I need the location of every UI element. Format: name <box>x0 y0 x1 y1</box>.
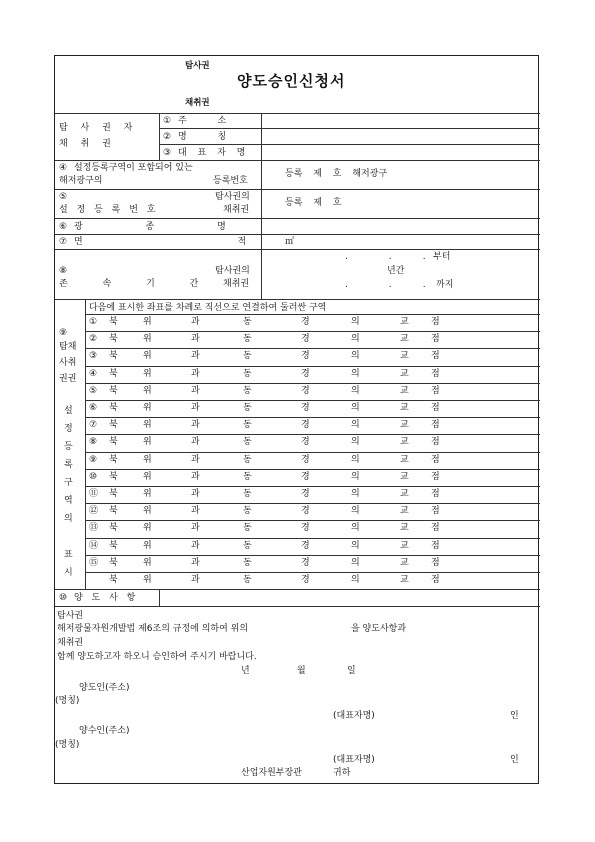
coordinate-row-word: 과 <box>191 558 200 568</box>
row-label: 설정등록구역이 포함되어 있는 <box>73 163 193 173</box>
coordinate-row-word: 의 <box>351 575 360 585</box>
coordinate-row-word: 교 <box>400 386 409 396</box>
coordinate-row-word: 북 <box>109 455 118 465</box>
row5-label-line2b: 채취권 <box>223 205 250 215</box>
side-vertical-char: 록 <box>64 460 73 470</box>
coordinate-row-word: 점 <box>431 558 440 568</box>
statement-line1a: 해저광물자원개발법 제6조의 규정에 의하여 위의 <box>57 624 249 634</box>
coordinate-row-word: 의 <box>351 437 360 447</box>
row8-from: 부터 <box>433 252 451 262</box>
side-vertical-char: 시 <box>64 568 73 578</box>
statement-line1b: 을 양도사항과 <box>351 624 407 634</box>
coordinate-row-word: 의 <box>351 420 360 430</box>
statement-kind-bottom: 채취권 <box>57 638 84 648</box>
field-label: 대 표 자 명 <box>177 148 250 158</box>
transferor-rep: (대표자명) <box>333 711 375 721</box>
row9-instruction: 다음에 표시한 좌표를 차례로 직선으로 연결하여 둘러싼 구역 <box>89 303 327 313</box>
coordinate-row-word: 과 <box>191 472 200 482</box>
coordinate-row-word: 경 <box>301 351 310 361</box>
coordinate-row-no: ⑫ <box>89 506 99 516</box>
coordinate-row-word: 의 <box>351 334 360 344</box>
row8-from-dots: . . . <box>345 252 428 262</box>
coordinate-row-no: ⑤ <box>89 386 98 396</box>
coordinate-row-word: 경 <box>301 317 310 327</box>
row4-value: 등록 제 호 해저광구 <box>285 169 388 179</box>
coordinate-row-word: 교 <box>400 558 409 568</box>
coordinate-row-no: ⑥ <box>89 403 98 413</box>
coordinate-row-word: 교 <box>400 420 409 430</box>
addressee-to: 산업자원부장관 <box>241 768 302 778</box>
coordinate-row-word: 동 <box>243 386 252 396</box>
coordinate-row-word: 의 <box>351 403 360 413</box>
field-label: 명 칭 <box>177 132 241 142</box>
coordinate-row-word: 경 <box>301 386 310 396</box>
coordinate-row-word: 위 <box>143 489 152 499</box>
coordinate-row-word: 동 <box>243 317 252 327</box>
coordinate-row-no: ⑦ <box>89 420 98 430</box>
coordinate-row-word: 북 <box>109 403 118 413</box>
coordinate-row-word: 의 <box>351 369 360 379</box>
coordinate-row-word: 교 <box>400 489 409 499</box>
coordinate-row-word: 과 <box>191 489 200 499</box>
transferor-address: 양도인(주소) <box>79 683 130 693</box>
field-no: ③ <box>163 148 172 158</box>
side-vertical-char: 설 <box>64 406 73 416</box>
applicant-label-top: 탐 사 권 자 <box>59 123 138 133</box>
row-no: ⑥ <box>59 222 68 232</box>
coordinate-row-word: 경 <box>301 334 310 344</box>
field-no: ① <box>163 116 172 126</box>
coordinate-row-word: 교 <box>400 506 409 516</box>
statement-kind-top: 탐사권 <box>57 611 84 621</box>
coordinate-row-word: 교 <box>400 541 409 551</box>
row6 <box>59 222 226 233</box>
coordinate-row-word: 과 <box>191 317 200 327</box>
coordinate-row-word: 교 <box>400 334 409 344</box>
coordinate-row-word: 점 <box>431 489 440 499</box>
transferee-address: 양수인(주소) <box>79 726 130 736</box>
coordinate-row-word: 위 <box>143 506 152 516</box>
coordinate-row-word: 동 <box>243 523 252 533</box>
coordinate-row-word: 과 <box>191 437 200 447</box>
coordinate-row-word: 북 <box>109 369 118 379</box>
coordinate-row-word: 경 <box>301 523 310 533</box>
coordinate-row-no: ⑪ <box>89 489 99 499</box>
coordinate-row-word: 위 <box>143 351 152 361</box>
coordinate-row-word: 점 <box>431 575 440 585</box>
coordinate-row-word: 북 <box>109 386 118 396</box>
coordinate-row-no: ② <box>89 334 98 344</box>
coordinate-row-word: 위 <box>143 437 152 447</box>
coordinate-row-word: 북 <box>109 351 118 361</box>
date-month: 월 <box>297 666 306 676</box>
coordinate-row-word: 경 <box>301 558 310 568</box>
coordinate-row-word: 과 <box>191 386 200 396</box>
coordinate-row-word: 북 <box>109 558 118 568</box>
coordinate-row-word: 위 <box>143 334 152 344</box>
row9-side-mid2: 권권 <box>59 374 77 384</box>
coordinate-row-word: 의 <box>351 489 360 499</box>
coordinate-row-no: ③ <box>89 351 98 361</box>
coordinate-row-word: 교 <box>400 403 409 413</box>
field-name <box>163 132 240 143</box>
coordinate-row-no: ⑮ <box>89 558 99 568</box>
coordinate-row-word: 점 <box>431 369 440 379</box>
row-no: ⑦ <box>59 237 68 247</box>
coordinate-row-word: 점 <box>431 437 440 447</box>
row9-side-top: 탐채 <box>59 342 77 352</box>
transferor-seal: 인 <box>510 711 519 721</box>
row-label: 면 적 <box>73 237 247 247</box>
row4-label-line2b: 등록번호 <box>213 176 248 186</box>
coordinate-row-word: 동 <box>243 472 252 482</box>
row5-no: ⑤ <box>59 192 68 202</box>
coordinate-row-word: 동 <box>243 558 252 568</box>
coordinate-row-word: 교 <box>400 317 409 327</box>
coordinate-row-word: 위 <box>143 541 152 551</box>
row5-value: 등록 제 호 <box>285 198 342 208</box>
coordinate-row-word: 의 <box>351 317 360 327</box>
coordinate-row-no: ④ <box>89 369 98 379</box>
transferee-rep: (대표자명) <box>333 755 375 765</box>
coordinate-row-word: 의 <box>351 558 360 568</box>
coordinate-row-word: 점 <box>431 523 440 533</box>
coordinate-row-word: 위 <box>143 575 152 585</box>
coordinate-row-word: 위 <box>143 420 152 430</box>
coordinate-row-no: ⑬ <box>89 523 99 533</box>
coordinate-row-word: 경 <box>301 369 310 379</box>
statement-line2: 함께 양도하고자 하오니 승인하여 주시기 바랍니다. <box>57 652 257 662</box>
coordinate-row-word: 과 <box>191 334 200 344</box>
row4-label-line2a: 해저광구의 <box>59 176 103 186</box>
row9-no: ⑨ <box>59 328 68 338</box>
coordinate-row-word: 경 <box>301 437 310 447</box>
coordinate-row-word: 북 <box>109 334 118 344</box>
coordinate-row-word: 의 <box>351 351 360 361</box>
row7-unit: ㎡ <box>285 237 295 247</box>
field-address <box>163 116 240 127</box>
coordinate-row-word: 경 <box>301 403 310 413</box>
coordinate-row-word: 교 <box>400 523 409 533</box>
coordinate-row-word: 북 <box>109 523 118 533</box>
coordinate-row-word: 위 <box>143 369 152 379</box>
coordinate-row-word: 점 <box>431 317 440 327</box>
row10 <box>59 593 138 604</box>
coordinate-row-word: 의 <box>351 541 360 551</box>
coordinate-row-word: 과 <box>191 351 200 361</box>
coordinate-row-word: 점 <box>431 472 440 482</box>
field-label: 주 소 <box>177 116 241 126</box>
coordinate-row-word: 점 <box>431 334 440 344</box>
coordinate-row-word: 북 <box>109 489 118 499</box>
row8-label-line2b: 채취권 <box>223 279 250 289</box>
row8-no: ⑧ <box>59 266 68 276</box>
transferee-seal: 인 <box>510 755 519 765</box>
coordinate-row-word: 위 <box>143 472 152 482</box>
row8-label-line2a: 존 속 기 간 <box>59 279 199 289</box>
row8-to: 까지 <box>436 280 454 290</box>
coordinate-row-no: ⑨ <box>89 455 98 465</box>
coordinate-row-word: 북 <box>109 317 118 327</box>
row5-label-line1: 탐사권의 <box>215 192 250 202</box>
coordinate-row-word: 위 <box>143 386 152 396</box>
coordinate-row-word: 동 <box>243 403 252 413</box>
transferor-name: (명칭) <box>55 696 80 706</box>
coordinate-row-word: 교 <box>400 351 409 361</box>
row7 <box>59 237 246 248</box>
coordinate-row-word: 경 <box>301 455 310 465</box>
field-no: ② <box>163 132 172 142</box>
addressee-honorific: 귀하 <box>333 768 351 778</box>
coordinate-row-word: 의 <box>351 523 360 533</box>
coordinate-row-word: 위 <box>143 455 152 465</box>
coordinate-row-word: 위 <box>143 403 152 413</box>
coordinate-row-word: 경 <box>301 575 310 585</box>
coordinate-row-word: 동 <box>243 437 252 447</box>
row8-period: 년간 <box>387 266 405 276</box>
coordinate-row-word: 과 <box>191 420 200 430</box>
coordinate-row-word: 북 <box>109 575 118 585</box>
row5-label-line2a: 설 정 등 록 번 호 <box>59 205 159 215</box>
coordinate-row-word: 위 <box>143 317 152 327</box>
coordinate-row-word: 점 <box>431 506 440 516</box>
coordinate-row-word: 동 <box>243 506 252 516</box>
applicant-label-bottom: 채 취 권 <box>59 139 116 149</box>
coordinate-row-word: 동 <box>243 575 252 585</box>
coordinate-row-word: 위 <box>143 523 152 533</box>
coordinate-row-word: 경 <box>301 541 310 551</box>
side-vertical-char: 표 <box>64 550 73 560</box>
coordinate-row-word: 의 <box>351 506 360 516</box>
coordinate-row-word: 동 <box>243 420 252 430</box>
coordinate-row-word: 과 <box>191 403 200 413</box>
side-vertical-char: 등 <box>64 442 73 452</box>
coordinate-row-no: ⑭ <box>89 541 99 551</box>
coordinate-row-word: 점 <box>431 541 440 551</box>
row9-side-mid1: 사취 <box>59 358 77 368</box>
row-no: ⑩ <box>59 593 68 603</box>
coordinate-row-word: 점 <box>431 351 440 361</box>
coordinate-row-word: 북 <box>109 472 118 482</box>
coordinate-row-word: 경 <box>301 420 310 430</box>
coordinate-row-word: 점 <box>431 420 440 430</box>
transferee-name: (명칭) <box>55 740 80 750</box>
coordinate-row-word: 경 <box>301 489 310 499</box>
side-vertical-char: 의 <box>64 514 73 524</box>
row-label: 광 종 명 <box>73 222 226 232</box>
coordinate-row-word: 동 <box>243 455 252 465</box>
date-day: 일 <box>347 666 356 676</box>
coordinate-row-word: 북 <box>109 541 118 551</box>
coordinate-row-word: 경 <box>301 472 310 482</box>
side-vertical-char: 역 <box>64 496 73 506</box>
coordinate-row-word: 동 <box>243 334 252 344</box>
coordinate-row-word: 교 <box>400 472 409 482</box>
coordinate-row-word: 경 <box>301 506 310 516</box>
coordinate-row-word: 점 <box>431 386 440 396</box>
coordinate-row-word: 과 <box>191 575 200 585</box>
coordinate-row-word: 과 <box>191 541 200 551</box>
coordinate-row-word: 의 <box>351 472 360 482</box>
coordinate-row-word: 과 <box>191 523 200 533</box>
row8-label-line1: 탐사권의 <box>215 266 250 276</box>
row-no: ④ <box>59 163 68 173</box>
coordinate-row-word: 교 <box>400 575 409 585</box>
coordinate-row-word: 동 <box>243 541 252 551</box>
page-title: 양도승인신청서 <box>237 72 346 90</box>
coordinate-row-word: 과 <box>191 455 200 465</box>
coordinate-row-word: 교 <box>400 455 409 465</box>
coordinate-row-word: 점 <box>431 403 440 413</box>
coordinate-row-word: 동 <box>243 351 252 361</box>
coordinate-row-word: 교 <box>400 369 409 379</box>
coordinate-row-no: ⑧ <box>89 437 98 447</box>
coordinate-row-word: 과 <box>191 506 200 516</box>
field-representative <box>163 148 249 159</box>
row8-to-dots: . . . <box>345 280 428 290</box>
coordinate-row-word: 동 <box>243 489 252 499</box>
coordinate-row-word: 과 <box>191 369 200 379</box>
coordinate-row-word: 교 <box>400 437 409 447</box>
date-year: 년 <box>241 666 250 676</box>
row-label: 양 도 사 항 <box>73 593 139 603</box>
coordinate-row-word: 의 <box>351 455 360 465</box>
header-kind-bottom: 채취권 <box>185 98 210 108</box>
row4-label-line1 <box>59 163 193 174</box>
side-vertical-char: 정 <box>64 424 73 434</box>
coordinate-row-word: 북 <box>109 437 118 447</box>
coordinate-row-word: 북 <box>109 506 118 516</box>
coordinate-row-word: 동 <box>243 369 252 379</box>
coordinate-row-word: 북 <box>109 420 118 430</box>
header-kind-top: 탐사권 <box>185 61 210 71</box>
coordinate-row-no: ⑩ <box>89 472 98 482</box>
coordinate-row-no: ① <box>89 317 98 327</box>
coordinate-row-word: 위 <box>143 558 152 568</box>
application-form <box>54 55 539 784</box>
coordinate-row-word: 점 <box>431 455 440 465</box>
side-vertical-char: 구 <box>64 478 73 488</box>
coordinate-row-word: 의 <box>351 386 360 396</box>
